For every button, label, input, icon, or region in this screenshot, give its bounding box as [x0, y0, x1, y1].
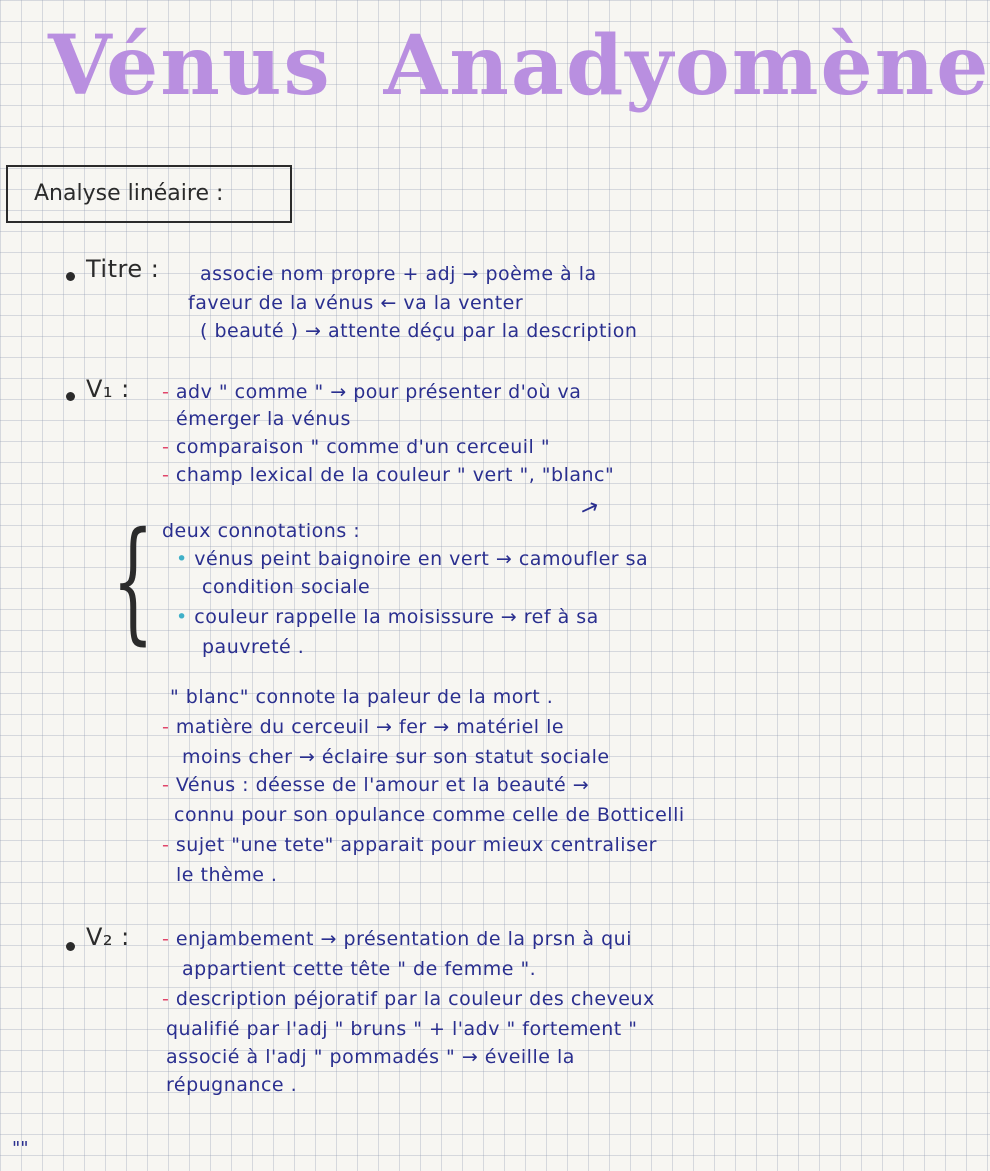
v2-line: associé à l'adj " pommadés " → éveille la	[166, 1046, 575, 1068]
arrow-up-icon: ↗	[576, 493, 603, 524]
connotations-heading: deux connotations :	[162, 520, 361, 542]
v2-line: appartient cette tête " de femme ".	[182, 958, 537, 980]
v1-line: - champ lexical de la couleur " vert ", "blanc"	[162, 464, 615, 486]
dash-marker: -	[162, 716, 176, 738]
section-box	[6, 165, 292, 223]
titre-line: associe nom propre + adj → poème à la	[200, 263, 597, 285]
corner-mark: ""	[12, 1138, 29, 1159]
page-title	[48, 18, 990, 114]
v1-line: émerger la vénus	[176, 408, 351, 430]
titre-label: Titre :	[86, 255, 160, 283]
dash-marker: -	[162, 464, 176, 486]
v2-line: - enjambement → présentation de la prsn à qui	[162, 928, 632, 950]
v1-line: - comparaison " comme d'un cerceuil "	[162, 436, 551, 458]
v1-label: V₁ :	[86, 375, 130, 403]
section-heading: Analyse linéaire :	[34, 181, 224, 206]
v2-label: V₂ :	[86, 923, 130, 951]
connotation-item: • couleur rappelle la moisissure → ref à sa	[176, 606, 599, 628]
blanc-line: - sujet "une tete" apparait pour mieux centraliser	[162, 834, 657, 856]
connotation-item-cont: condition sociale	[202, 576, 371, 598]
v2-line: répugnance .	[166, 1074, 298, 1096]
dash-marker: -	[162, 436, 176, 458]
dash-marker: -	[162, 928, 176, 950]
bullet-dot	[66, 272, 75, 281]
dash-marker: -	[162, 988, 176, 1010]
titre-line: faveur de la vénus ← va la venter	[188, 292, 524, 314]
blanc-line: - Vénus : déesse de l'amour et la beauté →	[162, 774, 590, 796]
dash-marker: -	[162, 381, 176, 403]
titre-line: ( beauté ) → attente déçu par la description	[200, 320, 638, 342]
dash-marker: -	[162, 834, 176, 856]
dash-marker: -	[162, 774, 176, 796]
v2-line: - description péjoratif par la couleur des cheveux	[162, 988, 655, 1010]
v2-line: qualifié par l'adj " bruns " + l'adv " fortement "	[166, 1018, 638, 1040]
curly-brace-icon: {	[112, 504, 154, 658]
blanc-line: connu pour son opulance comme celle de Botticelli	[174, 804, 685, 826]
connotation-item: • vénus peint baignoire en vert → camoufler sa	[176, 548, 649, 570]
blanc-line: le thème .	[176, 864, 278, 886]
connotation-item-cont: pauvreté .	[202, 636, 305, 658]
title-word-anadyomene: Anadyomène	[383, 18, 990, 114]
bullet-dot	[66, 392, 75, 401]
bullet-dot	[66, 942, 75, 951]
v1-line: - adv " comme " → pour présenter d'où va	[162, 381, 582, 403]
blanc-line: " blanc" connote la paleur de la mort .	[170, 686, 554, 708]
title-word-venus: Vénus	[48, 18, 332, 114]
blanc-line: moins cher → éclaire sur son statut sociale	[182, 746, 610, 768]
blanc-line: - matière du cerceuil → fer → matériel le	[162, 716, 565, 738]
